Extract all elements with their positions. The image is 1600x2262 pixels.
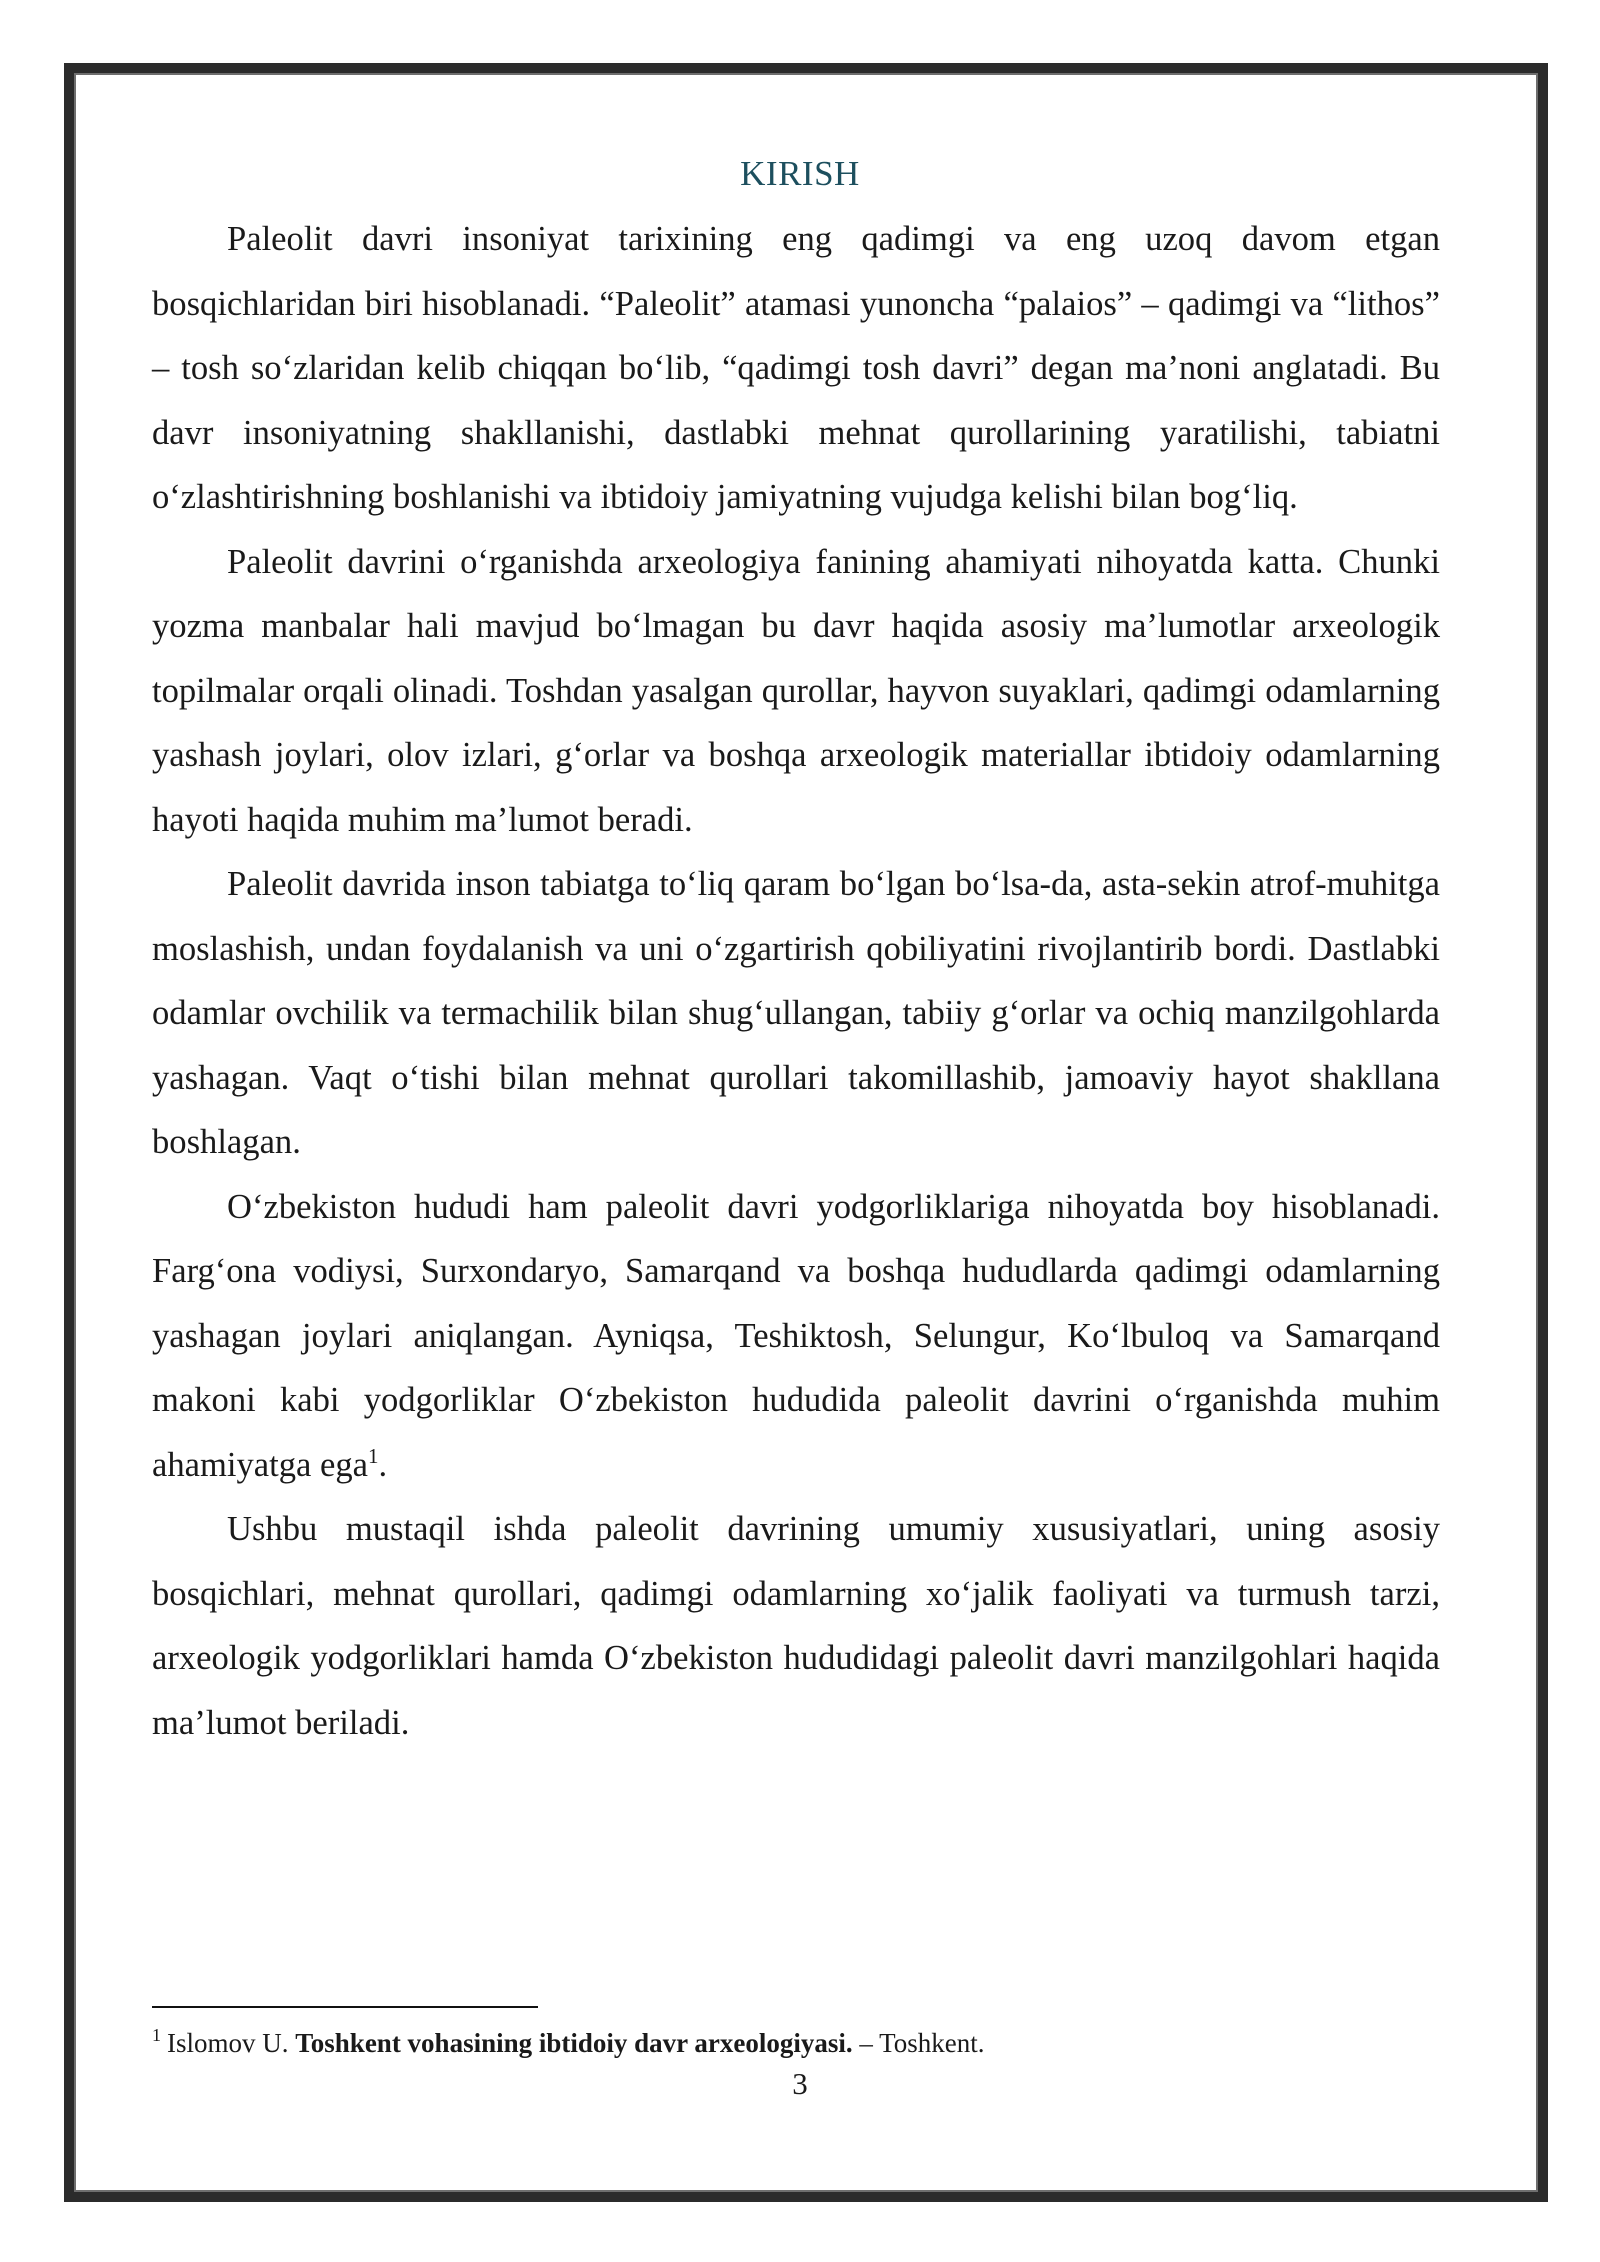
footnote-title: Toshkent vohasining ibtidoiy davr arxeologiyasi. (295, 2028, 853, 2058)
paragraph-text: O‘zbekiston hududi ham paleolit davri yodgorliklariga nihoyatda boy hisoblanadi. Farg‘ona vodiysi, Surxondaryo, Samarqand va boshqa hududlarda qadimgi odamlarning yashagan joylari aniqlangan. Ayniqsa, Teshiktosh, Selungur, Ko‘lbuloq va Samarqand makoni kabi yodgorliklar O‘zbekiston hududida paleolit davrini o‘rganishda muhim ahamiyatga ega (152, 1187, 1440, 1484)
footnote (152, 2024, 1440, 2062)
paragraph: Paleolit davrida inson tabiatga to‘liq qaram bo‘lgan bo‘lsa-da, asta-sekin atrof-muhitga moslashish, undan foydalanish va uni o‘zgartirish qobiliyatini rivojlantirib bordi. Dastlabki odamlar ovchilik va termachilik bilan shug‘ullangan, tabiiy g‘orlar va ochiq manzilgohlarda yashagan. Vaqt o‘tishi bilan mehnat qurollari takomillashib, jamoaviy hayot shakllana boshlagan. (152, 865, 1440, 1161)
footnote-author: Islomov U. (167, 2028, 289, 2058)
footnote-number: 1 (152, 2025, 161, 2045)
footnote-place: – Toshkent. (859, 2028, 985, 2058)
section-heading: KIRISH (740, 154, 860, 193)
footnote-separator (152, 2006, 538, 2008)
paragraph-end-punctuation: . (378, 1445, 388, 1484)
footnote-reference[interactable]: 1 (368, 1443, 379, 1468)
paragraph (152, 1175, 1440, 1498)
page-number: 3 (792, 2066, 808, 2101)
paragraph: Ushbu mustaqil ishda paleolit davrining umumiy xususiyatlari, uning asosiy bosqichlari, mehnat qurollari, qadimgi odamlarning xo‘jalik faoliyati va turmush tarzi, arxeologik yodgorliklari hamda O‘zbekiston hududidagi paleolit davri manzilgohlari haqida ma’lumot beriladi. (152, 1510, 1440, 1742)
paragraph: Paleolit davrini o‘rganishda arxeologiya fanining ahamiyati nihoyatda katta. Chunki yozma manbalar hali mavjud bo‘lmagan bu davr haqida asosiy ma’lumotlar arxeologik topilmalar orqali olinadi. Toshdan yasalgan qurollar, hayvon suyaklari, qadimgi odamlarning yashash joylari, olov izlari, g‘orlar va boshqa arxeologik materiallar ibtidoiy odamlarning hayoti haqida muhim ma’lumot beradi. (152, 542, 1440, 839)
body-text (152, 207, 1440, 1755)
paragraph: Paleolit davri insoniyat tarixining eng qadimgi va eng uzoq davom etgan bosqichlaridan biri hisoblanadi. “Paleolit” atamasi yunoncha “palaios” – qadimgi va “lithos” – tosh so‘zlaridan kelib chiqqan bo‘lib, “qadimgi tosh davri” degan ma’noni anglatadi. Bu davr insoniyatning shakllanishi, dastlabki mehnat qurollarining yaratilishi, tabiatni o‘zlashtirishning boshlanishi va ibtidoiy jamiyatning vujudga kelishi bilan bog‘liq. (152, 220, 1440, 516)
